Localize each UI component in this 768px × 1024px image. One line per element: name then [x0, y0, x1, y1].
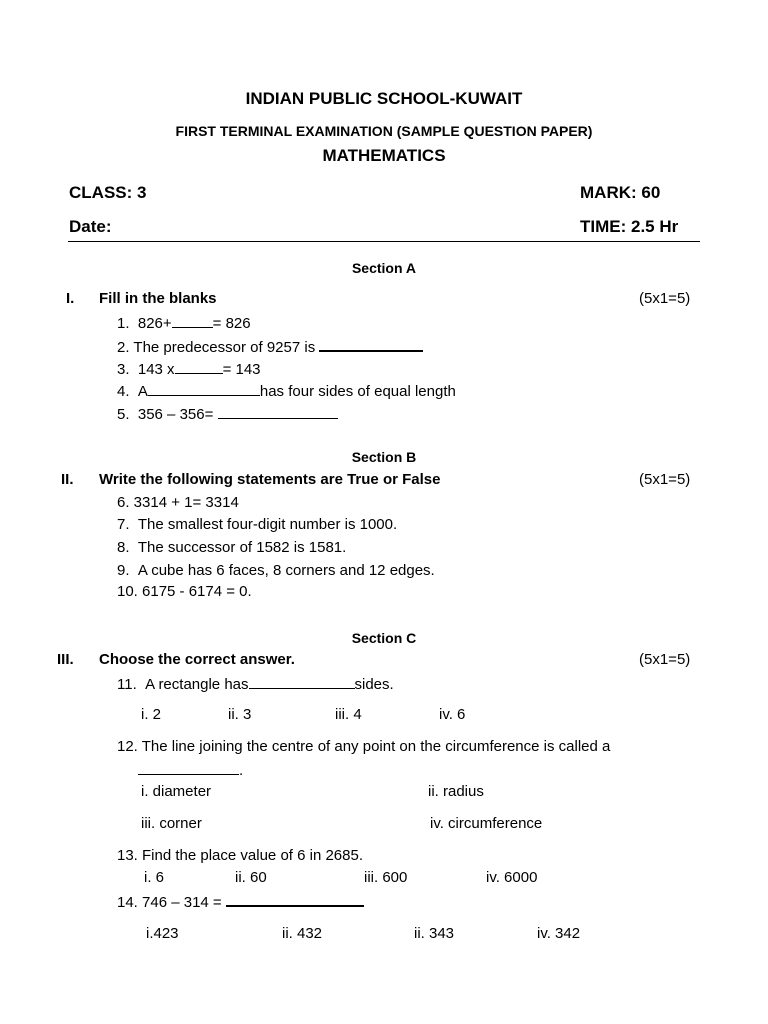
q14-option-4[interactable]: iv. 342	[537, 925, 581, 942]
q11-option-1[interactable]: i. 2	[141, 706, 162, 723]
class-label: CLASS: 3	[69, 183, 147, 202]
q4-text-after: has four sides of equal length	[259, 383, 456, 400]
question-11	[117, 675, 394, 692]
question-14	[117, 892, 364, 910]
question-10: 10. 6175 - 6174 = 0.	[117, 583, 252, 600]
question-4	[117, 382, 456, 399]
q4-text-before: A	[137, 383, 148, 400]
subject-title: MATHEMATICS	[322, 146, 446, 165]
question-1	[117, 314, 251, 331]
q11-blank[interactable]	[249, 675, 355, 689]
q3-blank[interactable]	[175, 360, 223, 374]
q5-text: 356 – 356=	[137, 406, 214, 423]
section-b-roman: II.	[61, 471, 74, 488]
q12-end: .	[239, 762, 244, 779]
q12-option-1[interactable]: i. diameter	[141, 783, 212, 800]
date-label: Date:	[69, 217, 112, 236]
q8-text: The successor of 1582 is 1581.	[137, 539, 347, 556]
section-b-instruction: Write the following statements are True or False	[99, 471, 441, 488]
q13-option-1[interactable]: i. 6	[144, 869, 165, 886]
q14-text: 14. 746 – 314 =	[117, 894, 222, 911]
q14-option-1[interactable]: i.423	[146, 925, 179, 942]
section-a-instruction: Fill in the blanks	[99, 290, 217, 307]
q2-blank[interactable]	[319, 337, 423, 352]
question-6: 6. 3314 + 1= 3314	[117, 494, 239, 511]
q4-number: 4.	[117, 383, 130, 400]
section-a-marks: (5x1=5)	[639, 290, 691, 307]
q3-number: 3.	[117, 361, 130, 378]
section-c-instruction: Choose the correct answer.	[99, 651, 295, 668]
q12-option-4[interactable]: iv. circumference	[430, 815, 543, 832]
question-5	[117, 405, 338, 422]
q2-text: The predecessor of 9257 is	[133, 339, 316, 356]
section-c-marks: (5x1=5)	[639, 651, 691, 668]
section-c-title: Section C	[351, 630, 417, 646]
section-b-marks: (5x1=5)	[639, 471, 691, 488]
q11-number: 11.	[117, 676, 137, 693]
question-7	[117, 517, 397, 532]
q3-text-after: = 143	[222, 361, 261, 378]
q11-option-2[interactable]: ii. 3	[228, 706, 252, 723]
school-name: INDIAN PUBLIC SCHOOL-KUWAIT	[245, 89, 523, 108]
q11-text-before: A rectangle has	[145, 676, 249, 693]
q12-blank[interactable]	[138, 761, 239, 775]
q3-text-before: 143 x	[137, 361, 175, 378]
q5-blank[interactable]	[218, 405, 338, 419]
q2-number: 2.	[117, 339, 130, 356]
question-12: 12. The line joining the centre of any point on the circumference is called a	[117, 738, 611, 755]
q7-number: 7.	[117, 516, 130, 533]
mark-label: MARK: 60	[580, 183, 661, 202]
q13-option-3[interactable]: iii. 600	[364, 869, 408, 886]
q11-option-4[interactable]: iv. 6	[439, 706, 466, 723]
q1-number: 1.	[117, 315, 130, 332]
q4-blank[interactable]	[148, 382, 260, 396]
q1-blank[interactable]	[172, 314, 213, 328]
time-label: TIME: 2.5 Hr	[580, 217, 679, 236]
q1-text-before: 826+	[137, 315, 172, 332]
question-2	[117, 337, 423, 355]
q12-option-3[interactable]: iii. corner	[141, 815, 202, 832]
q1-text-after: = 826	[212, 315, 251, 332]
exam-title: FIRST TERMINAL EXAMINATION (SAMPLE QUESTION PAPER)	[175, 123, 593, 139]
q14-option-3[interactable]: ii. 343	[414, 925, 455, 942]
section-a-title: Section A	[351, 260, 417, 276]
question-3	[117, 360, 261, 377]
q12-answer-line	[138, 761, 243, 778]
question-9	[117, 563, 435, 578]
q14-option-2[interactable]: ii. 432	[282, 925, 323, 942]
section-c-roman: III.	[57, 651, 74, 668]
header-divider	[68, 241, 700, 242]
question-8	[117, 540, 346, 555]
q11-text-after: sides.	[354, 676, 394, 693]
q9-text: A cube has 6 faces, 8 corners and 12 edges.	[137, 562, 435, 579]
q9-number: 9.	[117, 562, 130, 579]
section-b-title: Section B	[351, 449, 417, 465]
q13-option-4[interactable]: iv. 6000	[486, 869, 538, 886]
q11-option-3[interactable]: iii. 4	[335, 706, 362, 723]
q5-number: 5.	[117, 406, 130, 423]
q12-option-2[interactable]: ii. radius	[428, 783, 484, 800]
q7-text: The smallest four-digit number is 1000.	[137, 516, 398, 533]
question-13: 13. Find the place value of 6 in 2685.	[117, 847, 364, 864]
q13-option-2[interactable]: ii. 60	[235, 869, 267, 886]
section-a-roman: I.	[66, 290, 75, 307]
q14-blank[interactable]	[226, 892, 364, 907]
q8-number: 8.	[117, 539, 130, 556]
